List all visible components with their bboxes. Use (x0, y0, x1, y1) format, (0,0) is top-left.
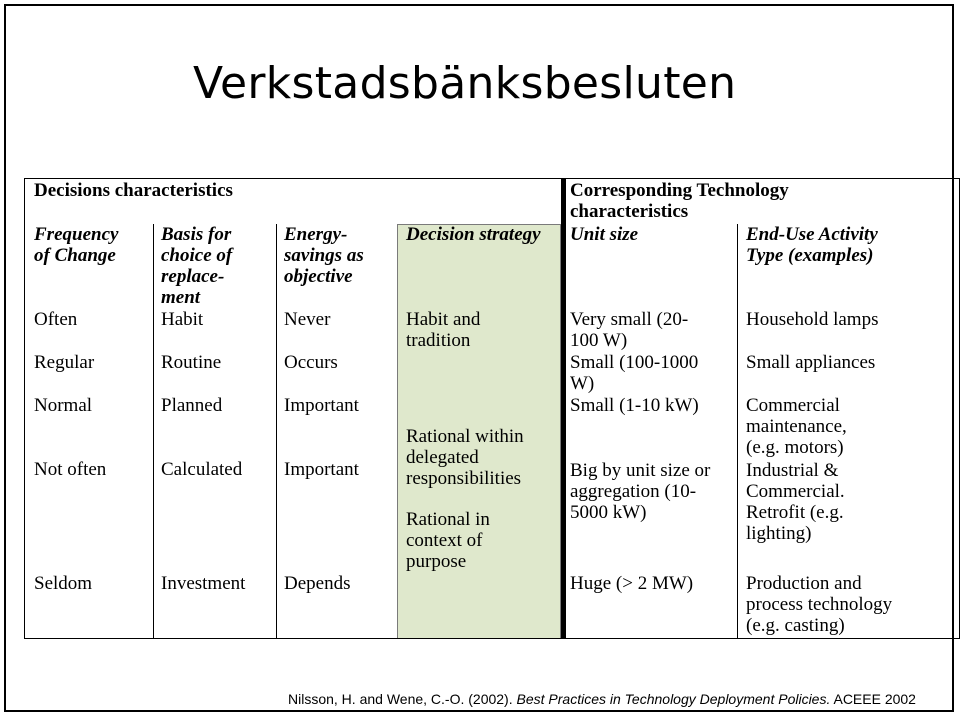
table-top-border (24, 178, 960, 179)
row-normal-end-use-line3: (e.g. motors) (746, 437, 844, 458)
row-normal-unit-size: Small (1-10 kW) (570, 395, 699, 416)
row-seldom-basis: Investment (161, 573, 246, 594)
row-not-often-end-use-line1: Industrial & (746, 460, 839, 481)
row-often-basis: Habit (161, 309, 204, 330)
row-seldom-energy: Depends (284, 573, 351, 594)
end-use-header-line2: Type (examples) (746, 245, 874, 266)
row-often-unit-size-line2: 100 W) (570, 330, 628, 351)
row-often-energy: Never (284, 309, 331, 330)
column-divider (737, 224, 738, 639)
row-normal-end-use-line2: maintenance, (746, 416, 847, 437)
basis-header-line2: choice of (161, 245, 233, 266)
frequency-header-line1: Frequency (34, 224, 119, 245)
frequency-header-line2: of Change (34, 245, 116, 266)
citation (288, 691, 916, 707)
basis-header-line4: ment (161, 287, 201, 308)
row-not-often-unit-size-line3: 5000 kW) (570, 502, 647, 523)
end-use-header-line1: End-Use Activity (746, 224, 878, 245)
row-normal-basis: Planned (161, 395, 223, 416)
strategy-header: Decision strategy (406, 224, 541, 245)
energy-header-line2: savings as (284, 245, 364, 266)
row-seldom-end-use-line3: (e.g. casting) (746, 615, 845, 636)
column-divider (153, 224, 154, 639)
row-normal-end-use-line1: Commercial (746, 395, 840, 416)
row-not-often-end-use-line4: lighting) (746, 523, 812, 544)
decision-table (24, 178, 960, 639)
row-normal-energy: Important (284, 395, 359, 416)
row-regular-energy: Occurs (284, 352, 338, 373)
table-left-border (24, 178, 25, 639)
row-regular-basis: Routine (161, 352, 222, 373)
row-seldom-frequency: Seldom (34, 573, 93, 594)
strategy-delegated-line3: responsibilities (406, 468, 522, 489)
row-not-often-end-use-line2: Commercial. (746, 481, 845, 502)
technology-group-header-line1: Corresponding Technology (570, 180, 789, 201)
energy-header-line1: Energy- (284, 224, 348, 245)
column-divider (276, 224, 277, 639)
row-regular-end-use: Small appliances (746, 352, 876, 373)
row-not-often-frequency: Not often (34, 459, 107, 480)
row-often-frequency: Often (34, 309, 78, 330)
strategy-context-line2: context of (406, 530, 483, 551)
strategy-habit-line2: tradition (406, 330, 471, 351)
row-regular-frequency: Regular (34, 352, 95, 373)
basis-header-line1: Basis for (161, 224, 232, 245)
row-seldom-end-use-line2: process technology (746, 594, 893, 615)
basis-header-line3: replace- (161, 266, 225, 287)
row-not-often-unit-size-line1: Big by unit size or (570, 460, 711, 481)
row-regular-unit-size-line2: W) (570, 373, 595, 394)
citation-work: Best Practices in Technology Deployment Policies. (516, 691, 831, 707)
technology-group-header-line2: characteristics (570, 201, 689, 222)
citation-authors: Nilsson, H. and Wene, C.-O. (2002). (288, 691, 517, 707)
row-normal-frequency: Normal (34, 395, 93, 416)
row-often-unit-size-line1: Very small (20- (570, 309, 689, 330)
row-regular-unit-size-line1: Small (100-1000 (570, 352, 699, 373)
decisions-group-header: Decisions characteristics (34, 180, 233, 201)
section-divider (561, 178, 566, 639)
energy-header-line3: objective (284, 266, 353, 287)
row-not-often-energy: Important (284, 459, 359, 480)
row-often-end-use: Household lamps (746, 309, 879, 330)
strategy-delegated-line2: delegated (406, 447, 479, 468)
unit-size-header: Unit size (570, 224, 639, 245)
row-not-often-unit-size-line2: aggregation (10- (570, 481, 697, 502)
row-seldom-unit-size: Huge (> 2 MW) (570, 573, 694, 594)
slide-title: Verkstadsbänksbesluten (193, 58, 737, 109)
citation-venue: ACEEE 2002 (830, 691, 916, 707)
strategy-context-line1: Rational in (406, 509, 490, 530)
strategy-habit-line1: Habit and (406, 309, 481, 330)
strategy-delegated-line1: Rational within (406, 426, 524, 447)
strategy-context-line3: purpose (406, 551, 467, 572)
table-bottom-border (24, 638, 960, 639)
row-not-often-basis: Calculated (161, 459, 243, 480)
row-not-often-end-use-line3: Retrofit (e.g. (746, 502, 844, 523)
row-seldom-end-use-line1: Production and (746, 573, 862, 594)
